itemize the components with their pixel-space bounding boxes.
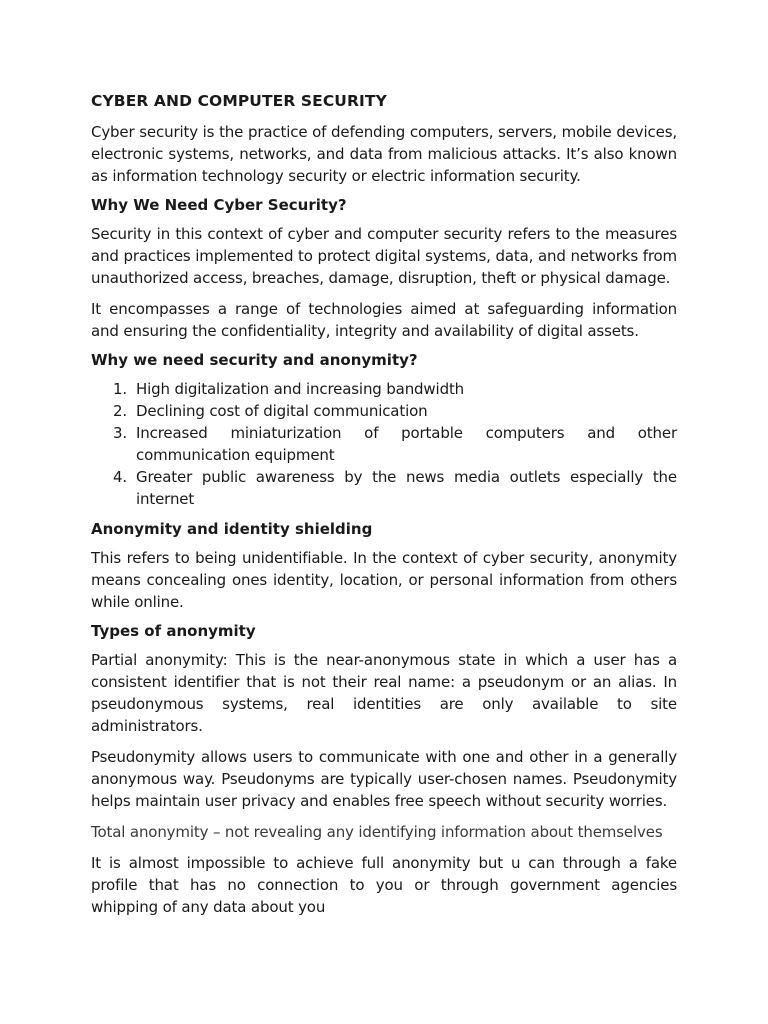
list-item	[91, 466, 677, 510]
list-item-number: 3.	[113, 424, 128, 442]
list-item-text: Increased miniaturization of portable computers and other communication equipment	[136, 424, 677, 464]
why-cyber-security-heading: Why We Need Cyber Security?	[91, 196, 347, 214]
list-item	[91, 422, 677, 466]
why-security-anonymity-heading: Why we need security and anonymity?	[91, 351, 418, 369]
security-definition-paragraph: Security in this context of cyber and computer security refers to the measures and practices implemented to protect digital systems, data, and networks from unauthorized access, breaches, damage, disruption, theft or physical damage.	[91, 225, 677, 287]
reasons-list	[91, 378, 677, 510]
unidentifiable-paragraph: This refers to being unidentifiable. In the context of cyber security, anonymity means concealing ones identity, location, or personal information from others while online.	[91, 549, 677, 611]
full-anonymity-paragraph: It is almost impossible to achieve full anonymity but u can through a fake profile that has no connection to you or through government agencies whipping of any data about you	[91, 854, 677, 916]
list-item-text: Declining cost of digital communication	[136, 402, 428, 420]
list-item	[91, 400, 677, 422]
list-item	[91, 378, 677, 400]
anonymity-shielding-heading: Anonymity and identity shielding	[91, 520, 373, 538]
list-item-number: 2.	[113, 402, 128, 420]
list-item-text: Greater public awareness by the news media outlets especially the internet	[136, 468, 677, 508]
intro-paragraph: Cyber security is the practice of defending computers, servers, mobile devices, electronic systems, networks, and data from malicious attacks. It’s also known as information technology security or electric information security.	[91, 123, 677, 185]
document-page	[91, 92, 677, 927]
partial-anonymity-paragraph: Partial anonymity: This is the near-anonymous state in which a user has a consistent identifier that is not their real name: a pseudonym or an alias. In pseudonymous systems, real identities are only available to site administrators.	[91, 651, 677, 735]
list-item-text: High digitalization and increasing bandwidth	[136, 380, 465, 398]
list-item-number: 1.	[113, 380, 128, 398]
document-title: CYBER AND COMPUTER SECURITY	[91, 92, 387, 110]
pseudonymity-paragraph: Pseudonymity allows users to communicate with one and other in a generally anonymous way. Pseudonyms are typically user-chosen names. Pseudonymity helps maintain user privacy and enables free speech without security worries.	[91, 748, 677, 810]
total-anonymity-paragraph: Total anonymity – not revealing any identifying information about themselves	[91, 823, 663, 841]
technologies-paragraph: It encompasses a range of technologies aimed at safeguarding information and ensuring the confidentiality, integrity and availability of digital assets.	[91, 300, 677, 340]
list-item-number: 4.	[113, 468, 128, 486]
types-of-anonymity-heading: Types of anonymity	[91, 622, 256, 640]
